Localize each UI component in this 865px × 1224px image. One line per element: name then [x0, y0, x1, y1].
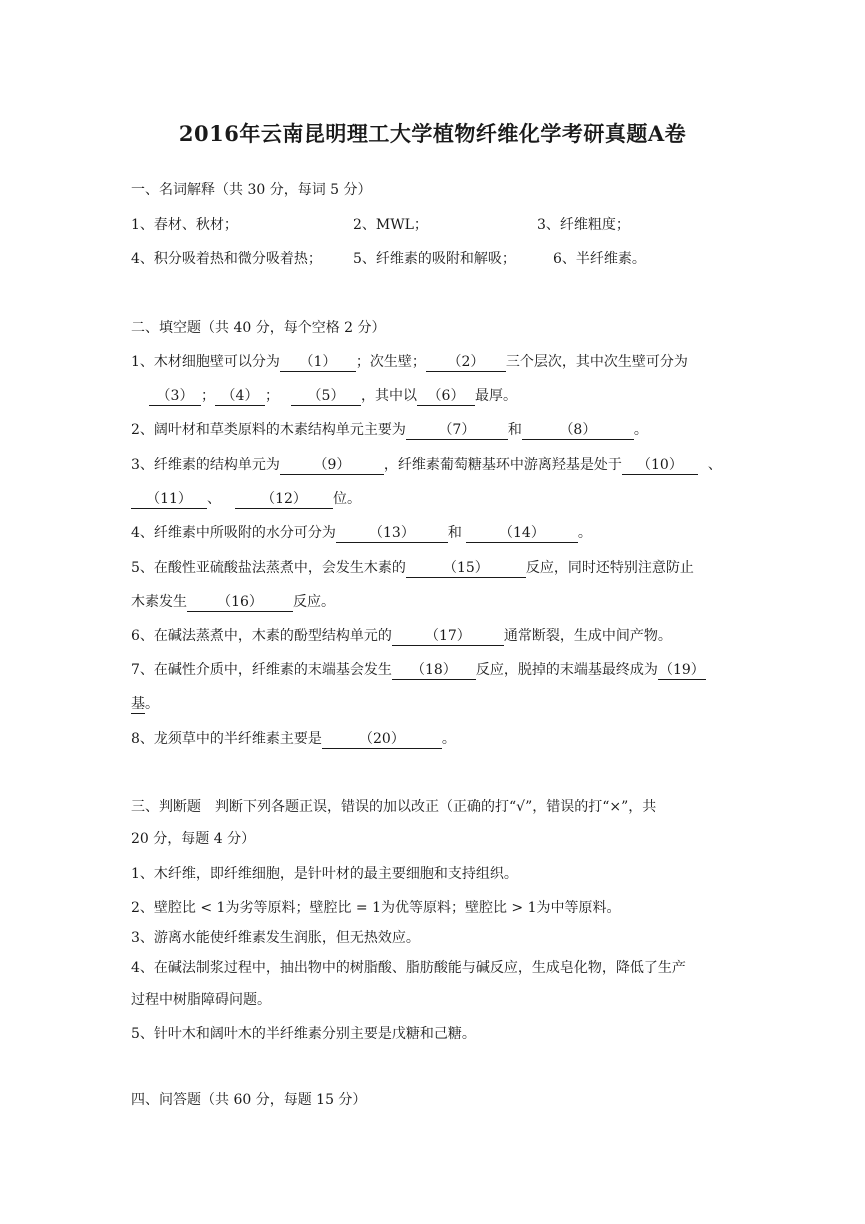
q1-text-c: ；次生壁；	[355, 354, 426, 370]
q1b-text-f: 最厚。	[475, 388, 517, 404]
blank-4: （4）	[215, 387, 265, 406]
s2-question-6	[131, 626, 672, 646]
blank-6: （6）	[417, 387, 475, 406]
q5b-text-a: 木素发生	[131, 594, 187, 610]
q2-text-d: 。	[633, 422, 648, 438]
s1-item-3: 3、纤维粗度；	[537, 217, 630, 233]
q8-text-a: 8、龙须草中的半纤维素主要是	[131, 731, 322, 747]
s2-question-2	[131, 420, 648, 440]
blank-2: （2）	[426, 353, 506, 372]
s1-item-4: 4、积分吸着热和微分吸着热；	[131, 251, 322, 267]
s3-item-4-cont: 过程中树脂障碍问题。	[131, 992, 271, 1008]
blank-8: （8）	[522, 421, 634, 440]
s2-question-5-cont	[131, 592, 335, 612]
blank-18: （18）	[392, 661, 476, 680]
blank-20: （20）	[322, 730, 442, 749]
section2-header: 二、填空题（共 40 分，每个空格 2 分）	[131, 320, 386, 336]
blank-17: （17）	[392, 627, 504, 646]
q3-text-d: 、	[707, 457, 722, 473]
s1-item-6: 6、半纤维素。	[553, 251, 646, 267]
q7b-text-a: 基	[131, 696, 145, 712]
q6-text-a: 6、在碱法蒸煮中，木素的酚型结构单元的	[131, 628, 392, 644]
page-title: 2016年云南昆明理工大学植物纤维化学考研真题A卷	[178, 121, 687, 146]
q5-text-a: 5、在酸性亚硫酸盐法蒸煮中，会发生木素的	[131, 560, 406, 576]
blank-11: （11）	[131, 490, 207, 509]
s3-item-4: 4、在碱法制浆过程中，抽出物中的树脂酸、脂肪酸能与碱反应，生成皂化物，降低了生产	[131, 960, 686, 976]
blank-10: （10）	[622, 456, 698, 475]
q3-text-c: ，纤维素葡萄糖基环中游离羟基是处于	[383, 457, 622, 473]
blank-7: （7）	[406, 421, 508, 440]
blank-3: （3）	[149, 387, 201, 406]
q5-text-c: 反应，同时还特别注意防止	[525, 560, 694, 576]
blank-16: （16）	[187, 593, 293, 612]
q7-text-c: 反应，脱掉的末端基最终成为	[475, 662, 658, 678]
s2-question-4	[131, 523, 592, 543]
blank-1: （1）	[280, 353, 356, 372]
s2-question-3	[131, 455, 722, 475]
s1-item-5: 5、纤维素的吸附和解吸；	[353, 251, 516, 267]
blank-13: （13）	[336, 524, 448, 543]
q2-text-a: 2、阔叶材和草类原料的木素结构单元主要为	[131, 422, 406, 438]
blank-14: （14）	[466, 524, 578, 543]
s3-item-2: 2、壁腔比 < 1为劣等原料；壁腔比 = 1为优等原料；壁腔比 > 1为中等原料。	[131, 900, 621, 916]
s1-item-1: 1、春材、秋材；	[131, 217, 238, 233]
q5b-text-c: 反应。	[293, 594, 335, 610]
blank-5: （5）	[291, 387, 361, 406]
q4-text-a: 4、纤维素中所吸附的水分可分为	[131, 525, 336, 541]
s3-item-5: 5、针叶木和阔叶木的半纤维素分别主要是戊糖和己糖。	[131, 1026, 476, 1042]
q1b-sep-2: ；	[265, 388, 279, 404]
s1-item-2: 2、MWL；	[353, 217, 428, 233]
q3-text-a: 3、纤维素的结构单元为	[131, 457, 280, 473]
q7-text-a: 7、在碱性介质中，纤维素的末端基会发生	[131, 662, 392, 678]
section1-header: 一、名词解释（共 30 分，每词 5 分）	[131, 182, 372, 198]
section3-header: 三、判断题 判断下列各题正误，错误的加以改正（正确的打“√”，错误的打“×”，共	[131, 799, 657, 815]
blank-12: （12）	[235, 490, 333, 509]
q2-text-c: 和	[507, 422, 522, 438]
s3-item-3: 3、游离水能使纤维素发生润胀，但无热效应。	[131, 930, 420, 946]
q1-text-a: 1、木材细胞壁可以分为	[131, 354, 280, 370]
s2-question-1	[131, 352, 688, 372]
q4-text-d: 。	[577, 525, 592, 541]
s2-question-7	[131, 660, 706, 680]
q8-text-c: 。	[441, 731, 456, 747]
q3b-text-e: 位。	[333, 491, 361, 507]
q3b-sep: 、	[207, 491, 221, 507]
s2-question-3-cont	[131, 489, 361, 509]
s2-question-5	[131, 558, 694, 578]
q6-text-c: 通常断裂，生成中间产物。	[503, 628, 672, 644]
blank-15: （15）	[406, 559, 526, 578]
section3-header-cont: 20 分，每题 4 分）	[131, 831, 256, 847]
s3-item-1: 1、木纤维，即纤维细胞，是针叶材的最主要细胞和支持组织。	[131, 866, 518, 882]
blank-19: （19）	[658, 662, 705, 678]
q7b-text-b: 。	[145, 696, 159, 712]
q4-text-c: 和	[447, 525, 462, 541]
q1b-text-e: ，其中以	[361, 388, 417, 404]
s2-question-8	[131, 729, 456, 749]
q1-text-d: 三个层次，其中次生壁可分为	[505, 354, 688, 370]
s2-question-7-cont	[131, 694, 159, 714]
section4-header: 四、问答题（共 60 分，每题 15 分）	[131, 1092, 367, 1108]
blank-9: （9）	[280, 456, 384, 475]
q1b-sep-1: ；	[201, 388, 215, 404]
s2-question-1-cont	[149, 386, 517, 406]
